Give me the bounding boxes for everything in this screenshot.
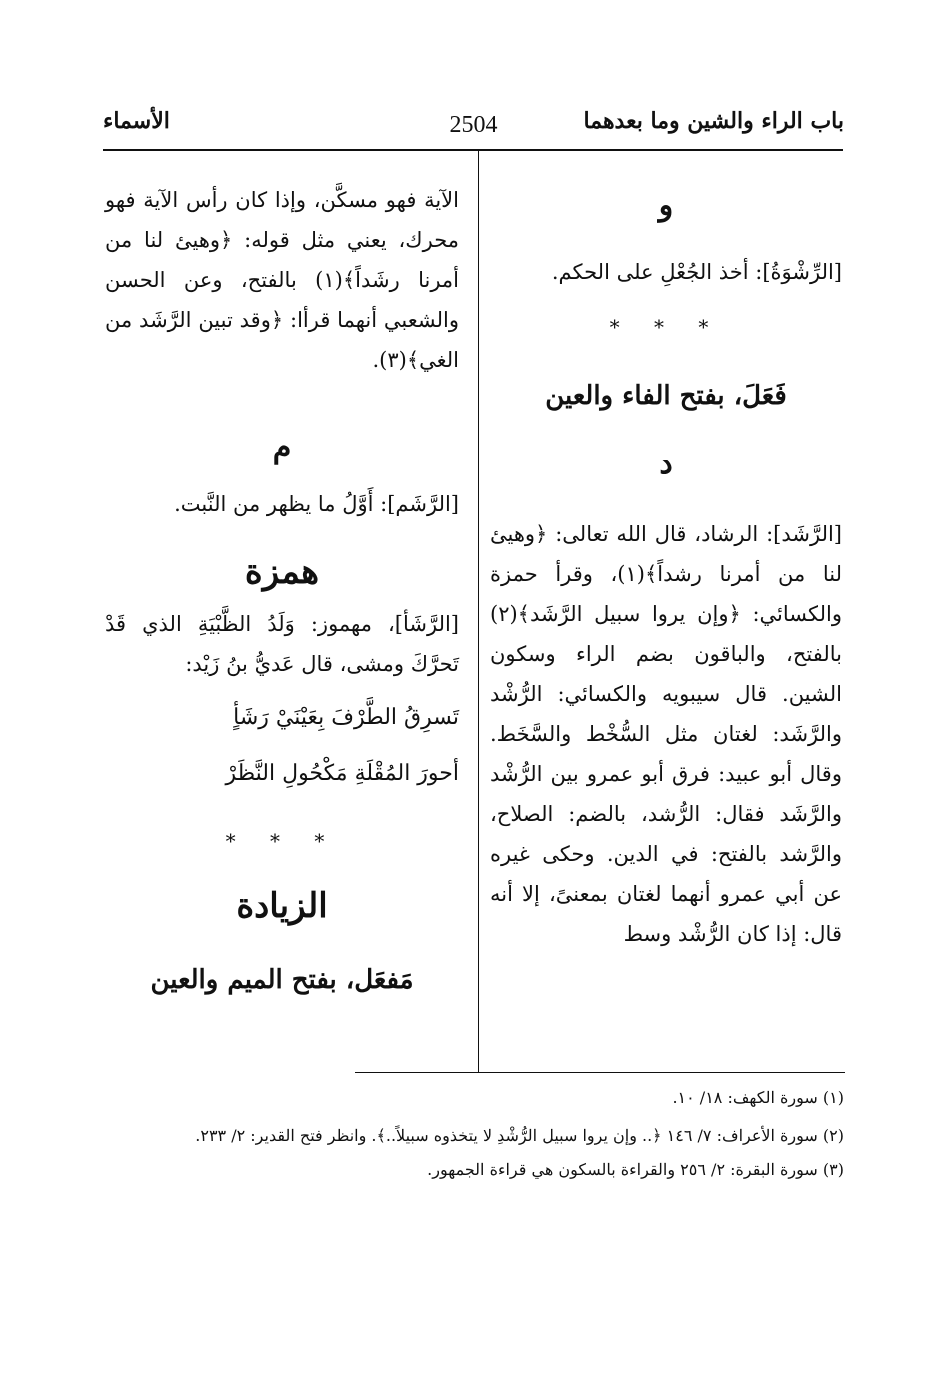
- entry-rasham: [الرَّشَم]: أَوَّلُ ما يظهر من النَّبت.: [174, 492, 459, 516]
- right-column: [490, 150, 842, 954]
- poem-verse-second: أحورَ المُقْلَةِ مَكْحُولِ النَّظَرْ: [225, 761, 459, 786]
- left-column: [105, 150, 459, 1000]
- running-head-section: الأسماء: [103, 108, 170, 134]
- footnote-2: (٢) سورة الأعراف: ٧/ ١٤٦ ﴿.. وإن يروا سبيل الرُّشْدِ لا يتخذوه سبيلاً..﴾. وانظر فتح القدير: ٢/ ٢٣٣.: [195, 1126, 844, 1145]
- entry-rasha: [الرَّشَأ]، مهموز: وَلَدُ الظَّبْيَةِ الذي قَدْ تَحرَّكَ ومشى، قال عَديُّ بنُ زَيْد:: [105, 612, 459, 676]
- footnote-1: (١) سورة الكهف: ١٨/ ١٠.: [672, 1088, 844, 1107]
- section-heading-hamza: همزة: [244, 552, 320, 592]
- entry-rashad: [الرَّشَد]: الرشاد، قال الله تعالى: ﴿وهيئ لنا من أمرنا رشداً﴾(١)، وقرأ حمزة والكسائي: ﴿وإن يروا سبيل الرَّشَد﴾(٢) بالفتح، والباقون بضم الراء وسكون الشين. قال سيبويه والكسائي: الرُّشْد والرَّشَد: لغتان مثل السُّخْط والسَّخَط. وقال أبو عبيد: فرق أبو عمرو بين الرُّشْد والرَّشَد فقال: الرُّشد، بالضم: الصلاح، والرَّشد بالفتح: في الدين. وحكى غيره عن أبي عمرو أنهما لغتان بمعنىً، إلا أنه قال: إذا كان الرُّشْد وسط: [490, 522, 842, 946]
- running-head-chapter: باب الراء والشين وما بعدهما: [583, 108, 844, 134]
- separator-stars: * * *: [609, 315, 723, 339]
- pattern-heading-faal: فَعَلَ، بفتح الفاء والعين: [545, 381, 787, 411]
- letter-heading-mim: م: [272, 430, 292, 465]
- entry-rashwa: [الرِّشْوَةُ]: أخذ الجُعْلِ على الحكم.: [551, 260, 842, 284]
- separator-stars-2: * * *: [225, 829, 339, 853]
- column-divider: [478, 150, 479, 1073]
- poem-verse-first: تَسرِقُ الطَّرْفَ بِعَيْنَيْ رَشَأٍ: [233, 705, 459, 730]
- letter-heading-dal: د: [659, 446, 673, 481]
- footnote-3: (٣) سورة البقرة: ٢/ ٢٥٦ والقراءة بالسكون هي قراءة الجمهور.: [427, 1160, 844, 1179]
- entry-continuation: الآية فهو مسكَّن، وإذا كان رأس الآية فهو محرك، يعني مثل قوله: ﴿وهيئ لنا من أمرنا رشَداً﴾(١) بالفتح، وعن الحسن والشعبي أنهما قرأا: ﴿وقد تبين الرَّشَد من الغي﴾(٣).: [105, 188, 459, 372]
- pattern-heading-mafal: مَفعَل، بفتح الميم والعين: [150, 965, 414, 995]
- footnote-rule: [355, 1072, 845, 1073]
- page-number: 2504: [449, 112, 498, 138]
- letter-heading-waw: و: [658, 188, 674, 223]
- section-heading-ziyada: الزيادة: [236, 886, 328, 926]
